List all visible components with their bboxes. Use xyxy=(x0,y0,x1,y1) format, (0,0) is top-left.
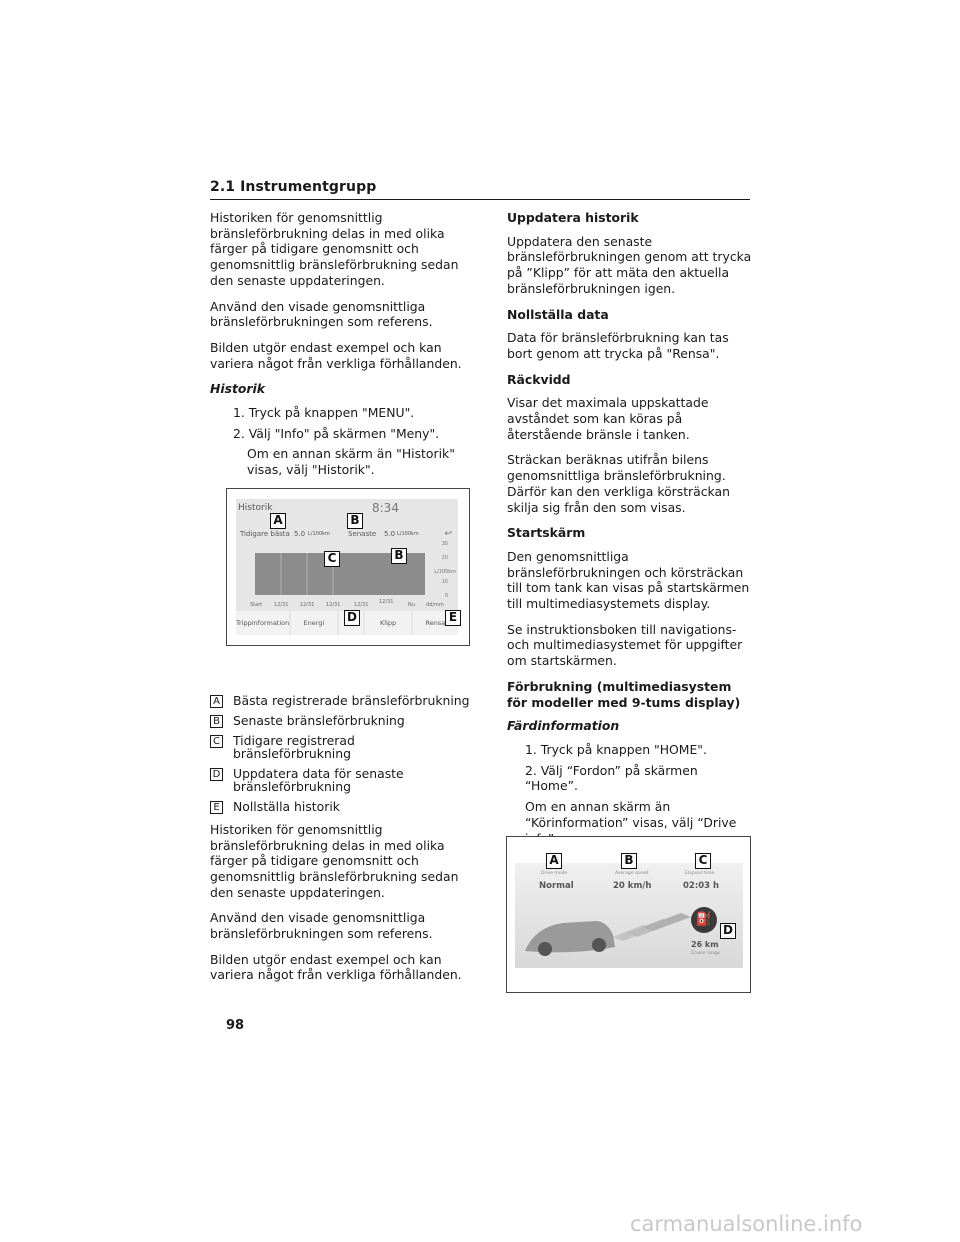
heading: Förbrukning (multimediasystem för modeller med 9-tums display) xyxy=(507,678,741,710)
paragraph: Uppdatera den senaste bränsleförbrukningen genom att trycka på ”Klipp” för att mäta den aktuella bränsleförbrukningen igen. xyxy=(507,233,752,296)
step-2: 2. Välj “Fordon” på skärmen “Home”. xyxy=(525,762,698,794)
right-column xyxy=(507,210,753,858)
paragraph: Visar det maximala uppskattade avståndet som kan köras på återstående bränsle i tanken. xyxy=(507,395,709,442)
callout-d: D xyxy=(344,610,360,626)
drive-info-screen xyxy=(515,863,743,968)
step-2-note: Om en annan skärm än “Körinformation” visas, välj “Drive xyxy=(525,799,737,830)
y-tick: 30 xyxy=(441,541,448,547)
legend-item xyxy=(210,767,472,794)
paragraph: Bilden utgör endast exempel och kan variera något från verkliga förhållanden. xyxy=(210,951,462,983)
callout-a: A xyxy=(546,853,562,869)
legend-item xyxy=(210,734,472,761)
step-2: 2. Välj "Info" på skärmen "Meny". xyxy=(233,425,440,441)
legend-badge: A xyxy=(210,695,223,708)
paragraph: Historiken för genomsnittlig bränsleförbrukning delas in med olika färger på tidigare genomsnitt och genomsnittlig bränsleförbrukning sedan den senaste uppdateringen. xyxy=(210,821,459,900)
watermark: carmanualsonline.info xyxy=(630,1212,863,1236)
legend-text: Uppdatera data för senaste bränsleförbrukning xyxy=(233,765,404,795)
trip-info-button[interactable]: Trippinformation xyxy=(236,611,289,635)
elapsed-label: Elapsed time xyxy=(685,871,715,876)
drive-mode-value: Normal xyxy=(539,881,574,891)
best-unit: L/100km xyxy=(308,531,330,537)
legend-badge: D xyxy=(210,768,223,781)
heading: Startskärm xyxy=(507,525,586,541)
paragraph: Bilden utgör endast exempel och kan variera något från verkliga förhållanden. xyxy=(210,339,462,371)
best-label: Tidigare bästa xyxy=(240,530,290,538)
fuel-pump-icon: ⛽ xyxy=(691,907,717,933)
latest-unit: L/100km xyxy=(397,531,419,537)
callout-c: C xyxy=(695,853,711,869)
step-1: 1. Tryck på knappen "MENU". xyxy=(233,405,415,421)
screen-time: 8:34 xyxy=(372,501,399,515)
callout-e: E xyxy=(445,610,461,626)
avg-speed-value: 20 km/h xyxy=(613,881,652,891)
legend-item xyxy=(210,694,472,708)
historik-heading: Historik xyxy=(210,381,266,397)
callout-b: B xyxy=(347,513,363,529)
step-1: 1. Tryck på knappen "HOME". xyxy=(525,741,707,757)
best-value: 5.0 xyxy=(294,530,306,538)
x-tick: 12/31 xyxy=(379,599,394,605)
legend-badge: C xyxy=(210,735,223,748)
x-tick: 12/31 xyxy=(274,602,289,608)
x-unit: dd/mm xyxy=(426,602,444,608)
clip-button[interactable]: Klipp xyxy=(365,611,410,635)
legend-item xyxy=(210,800,472,814)
legend-text: Senaste bränsleförbrukning xyxy=(233,712,405,728)
callout-c: C xyxy=(324,551,340,567)
x-tick: Nu xyxy=(408,602,415,608)
paragraph: Den genomsnittliga bränsleförbrukningen och körsträckan till tom tank kan visas på startskärmen till multimediasystemets display. xyxy=(507,548,750,612)
y-unit: L/100km xyxy=(434,569,456,575)
legend-text: Bästa registrerade bränsleförbrukning xyxy=(233,692,470,708)
page-number: 98 xyxy=(226,1018,245,1033)
callout-b: B xyxy=(621,853,637,869)
drive-mode-label: Drive mode xyxy=(541,871,568,876)
screen-title: Historik xyxy=(238,503,273,513)
elapsed-value: 02:03 h xyxy=(683,881,720,891)
legend-text: Tidigare registrerad bränsleförbrukning xyxy=(233,732,355,762)
callout-b: B xyxy=(391,548,407,564)
history-screen-figure xyxy=(226,488,470,646)
range-label: Cruise range xyxy=(691,951,720,956)
subheading: Färdinformation xyxy=(507,718,620,734)
y-tick: 0 xyxy=(444,593,448,599)
legend-text: Nollställa historik xyxy=(233,798,340,814)
paragraph: Data för bränsleförbrukning kan tas bort genom att trycka på "Rensa". xyxy=(507,330,729,361)
drive-info-figure xyxy=(506,836,751,993)
heading: Uppdatera historik xyxy=(507,210,639,225)
paragraph: Se instruktionsboken till navigations- och multimediasystemet för uppgifter om startskärmen. xyxy=(507,621,743,669)
y-tick: 10 xyxy=(441,579,448,585)
y-tick: 20 xyxy=(441,555,448,561)
latest-label: Senaste xyxy=(348,530,377,538)
legend-item xyxy=(210,714,472,728)
section-header xyxy=(210,179,750,200)
header-rule xyxy=(210,199,750,200)
x-tick: Start xyxy=(250,602,263,608)
step-2-note: Om en annan skärm än "Historik" visas, välj "Historik". xyxy=(247,446,455,478)
range-value: 26 km xyxy=(691,940,719,949)
x-tick: 12/31 xyxy=(300,602,315,608)
paragraph: Använd den visade genomsnittliga bränsleförbrukningen som referens. xyxy=(210,910,433,942)
energy-button[interactable]: Energi xyxy=(291,611,336,635)
legend-badge: E xyxy=(210,801,223,814)
latest-value: 5.0 xyxy=(384,530,396,538)
heading: Räckvidd xyxy=(507,371,571,387)
section-title: 2.1 Instrumentgrupp xyxy=(210,179,377,195)
paragraph: Använd den visade genomsnittliga bränsleförbrukningen som referens. xyxy=(210,298,433,330)
legend-badge: B xyxy=(210,715,223,728)
clear-button[interactable]: Rensa xyxy=(413,611,458,635)
callout-a: A xyxy=(270,513,286,529)
heading: Nollställa data xyxy=(507,306,609,322)
paragraph: Historiken för genomsnittlig bränsleförbrukning delas in med olika färger på tidigare genomsnitt och genomsnittlig bränsleförbrukning sedan den senaste uppdateringen. xyxy=(210,210,459,288)
x-tick: 12/31 xyxy=(326,602,341,608)
avg-speed-label: Average speed xyxy=(615,871,649,876)
x-tick: 12/31 xyxy=(354,602,369,608)
callout-d: D xyxy=(720,923,736,939)
paragraph: Sträckan beräknas utifrån bilens genomsnittliga bränsleförbrukning. Därför kan den verkliga körsträckan skilja sig från den som visas. xyxy=(507,452,730,515)
back-icon[interactable]: ↩ xyxy=(444,529,452,539)
